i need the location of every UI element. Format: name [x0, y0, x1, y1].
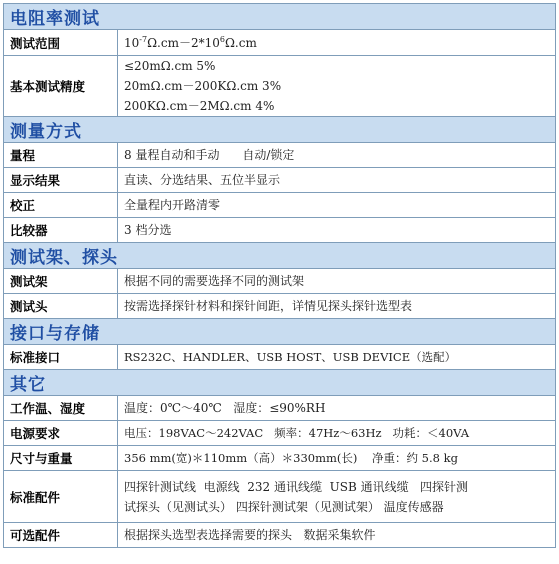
range-suffix: Ω.cm	[224, 35, 257, 50]
spec-row-power	[4, 421, 556, 446]
range-exp1: -7	[139, 34, 148, 44]
row-value: 根据不同的需要选择不同的测试架	[118, 269, 556, 294]
section-title: 测量方式	[4, 117, 556, 143]
row-label: 可选配件	[4, 523, 118, 548]
row-label: 显示结果	[4, 168, 118, 193]
accessories-line: 四探针测试线 电源线 232 通讯线缆 USB 通讯线缆 四探针测	[124, 479, 469, 494]
range-mid: Ω.cm－2*10	[147, 35, 220, 50]
row-value	[118, 56, 556, 117]
row-value: 按需选择探针材料和探针间距，详情见探头探针选型表	[118, 294, 556, 319]
spec-row-comparator	[4, 218, 556, 243]
spec-row-std-interface	[4, 345, 556, 370]
section-interface	[4, 319, 556, 345]
section-resistivity	[4, 4, 556, 30]
row-label: 标准配件	[4, 471, 118, 523]
accuracy-line: 20mΩ.cm－200KΩ.cm 3%	[124, 79, 282, 93]
row-value	[118, 30, 556, 56]
row-label: 工作温、湿度	[4, 396, 118, 421]
row-value: 3 档分选	[118, 218, 556, 243]
section-other	[4, 370, 556, 396]
accessories-line: 试探头（见测试头） 四探针测试架（见测试架） 温度传感器	[124, 499, 444, 514]
spec-row-range	[4, 30, 556, 56]
section-title: 其它	[4, 370, 556, 396]
row-value	[118, 471, 556, 523]
row-value: 8 量程自动和手动 自动/锁定	[118, 143, 556, 168]
section-title: 电阻率测试	[4, 4, 556, 30]
section-method	[4, 117, 556, 143]
range-prefix: 10	[124, 35, 140, 50]
section-title: 测试架、探头	[4, 243, 556, 269]
row-value: RS232C、HANDLER、USB HOST、USB DEVICE（选配）	[118, 345, 556, 370]
spec-row-temp-humidity	[4, 396, 556, 421]
row-value: 电压：198VAC～242VAC 频率：47Hz～63Hz 功耗：＜40VA	[118, 421, 556, 446]
row-label: 测试范围	[4, 30, 118, 56]
spec-row-measure-range	[4, 143, 556, 168]
spec-row-calibration	[4, 193, 556, 218]
row-label: 基本测试精度	[4, 56, 118, 117]
range-exp2: 6	[219, 34, 225, 44]
spec-row-test-stand	[4, 269, 556, 294]
row-label: 校正	[4, 193, 118, 218]
row-label: 尺寸与重量	[4, 446, 118, 471]
row-label: 量程	[4, 143, 118, 168]
row-label: 比较器	[4, 218, 118, 243]
accuracy-line: ≤20mΩ.cm 5%	[124, 59, 216, 73]
row-value: 温度：0℃～40℃ 湿度：≤90%RH	[118, 396, 556, 421]
section-title: 接口与存储	[4, 319, 556, 345]
spec-row-size-weight	[4, 446, 556, 471]
row-value: 全量程内开路清零	[118, 193, 556, 218]
accuracy-line: 200KΩ.cm－2MΩ.cm 4%	[124, 99, 275, 113]
spec-row-std-accessories	[4, 471, 556, 523]
row-label: 测试头	[4, 294, 118, 319]
spec-row-test-head	[4, 294, 556, 319]
row-label: 测试架	[4, 269, 118, 294]
spec-table	[3, 3, 556, 548]
spec-row-optional-accessories	[4, 523, 556, 548]
row-value: 356 mm(宽)＊110mm（高）＊330mm(长) 净重：约 5.8 kg	[118, 446, 556, 471]
row-value: 直读、分选结果、五位半显示	[118, 168, 556, 193]
spec-row-display	[4, 168, 556, 193]
spec-row-accuracy	[4, 56, 556, 117]
row-value: 根据探头选型表选择需要的探头 数据采集软件	[118, 523, 556, 548]
section-fixture	[4, 243, 556, 269]
row-label: 电源要求	[4, 421, 118, 446]
row-label: 标准接口	[4, 345, 118, 370]
